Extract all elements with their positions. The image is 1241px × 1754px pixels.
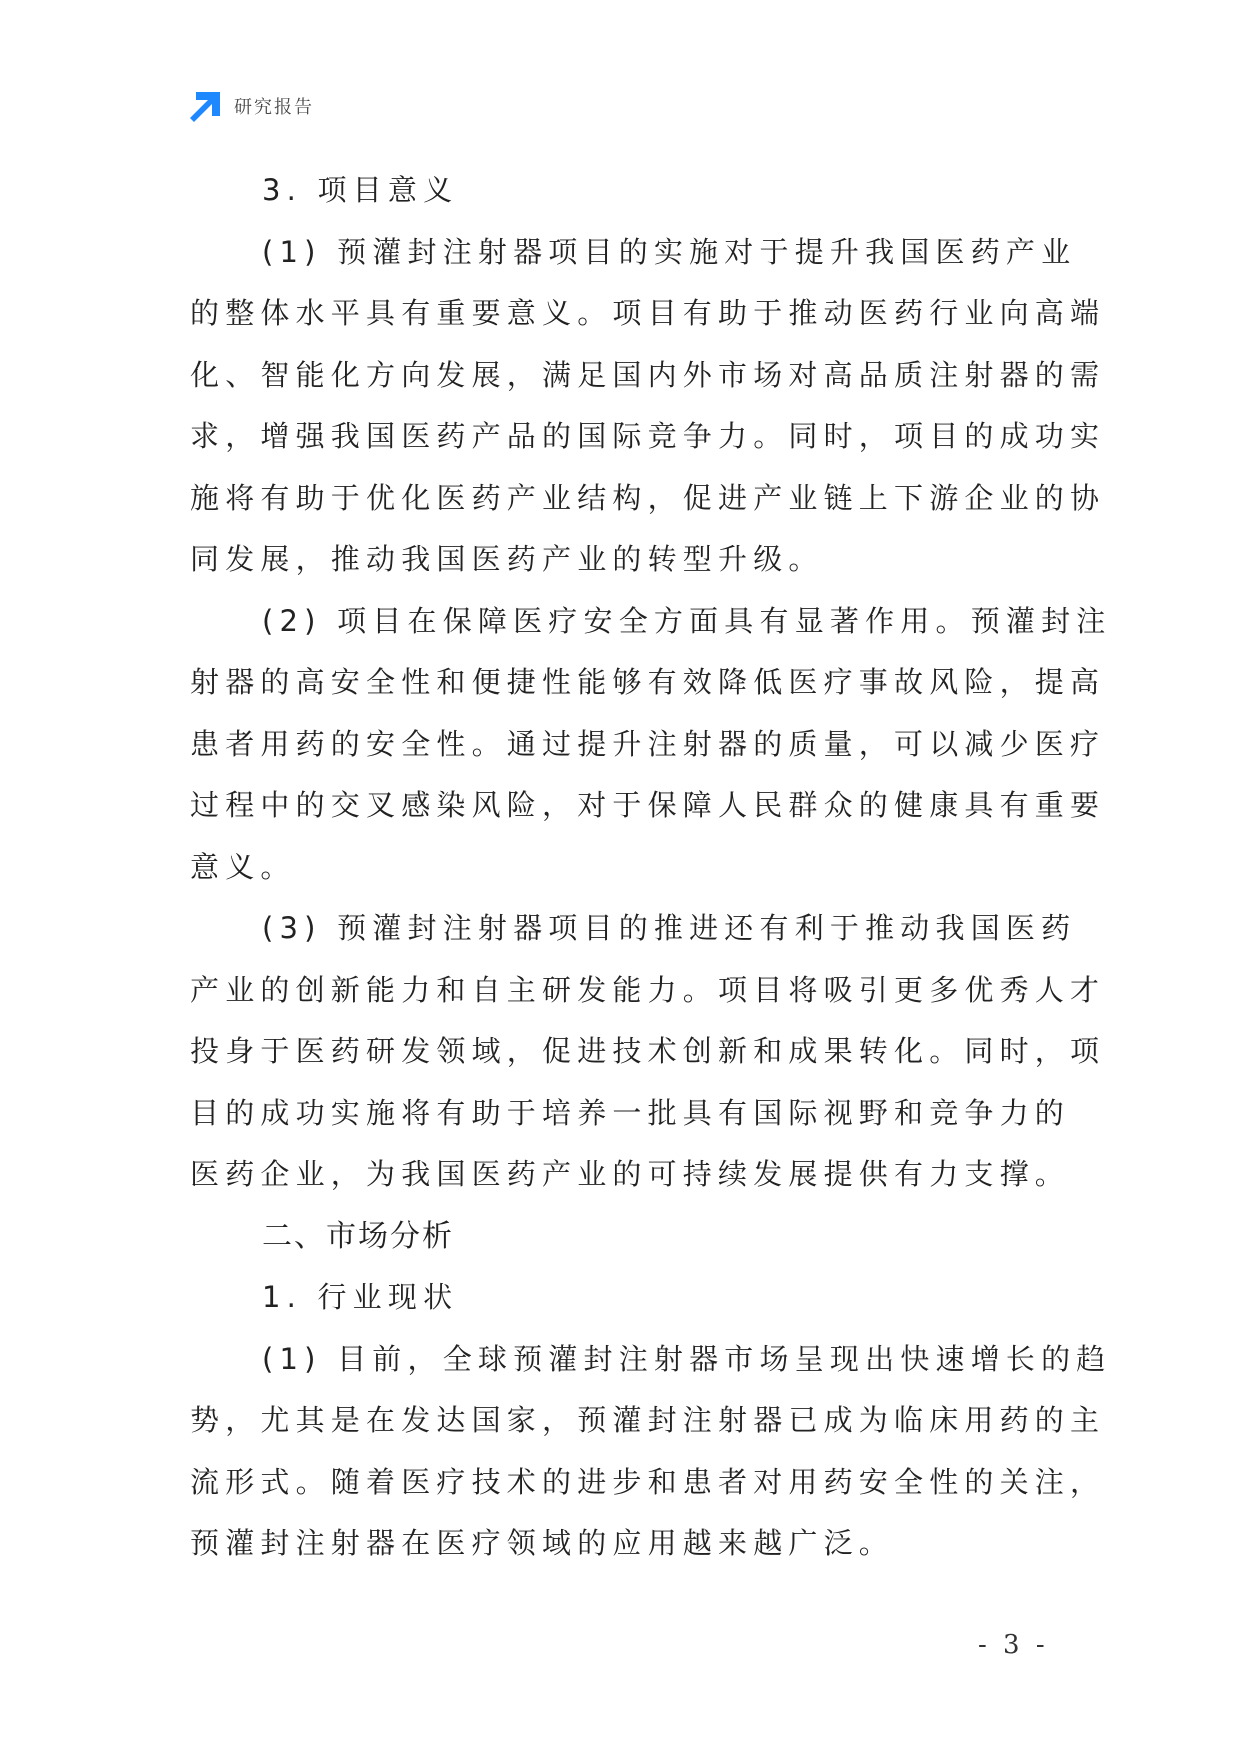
paragraph-line: 预灌封注射器在医疗领域的应用越来越广泛。	[190, 1526, 895, 1560]
paragraph-line: (2) 项目在保障医疗安全方面具有显著作用。预灌封注	[262, 603, 1112, 638]
paragraph-line: 患者用药的安全性。通过提升注射器的质量，可以减少医疗	[190, 726, 1106, 761]
paragraph-line: 施将有助于优化医药产业结构，促进产业链上下游企业的协	[190, 480, 1106, 515]
paragraph-line: 流形式。随着医疗技术的进步和患者对用药安全性的关注，	[190, 1464, 1106, 1499]
document-body	[190, 160, 1112, 1575]
paragraph-line: 产业的创新能力和自主研发能力。项目将吸引更多优秀人才	[190, 972, 1106, 1007]
paragraph-line: (1) 预灌封注射器项目的实施对于提升我国医药产业	[262, 234, 1077, 269]
paragraph-line: 目的成功实施将有助于培养一批具有国际视野和竞争力的	[190, 1095, 1071, 1130]
paragraph-line: (3) 预灌封注射器项目的推进还有利于推动我国医药	[262, 911, 1077, 945]
paragraph-line: 求，增强我国医药产品的国际竞争力。同时，项目的成功实	[190, 419, 1106, 453]
paragraph-line: 投身于医药研发领域，促进技术创新和成果转化。同时，项	[190, 1034, 1106, 1068]
paragraph-line: 的整体水平具有重要意义。项目有助于推动医药行业向高端	[190, 296, 1106, 330]
paragraph-line: 射器的高安全性和便捷性能够有效降低医疗事故风险，提高	[190, 665, 1106, 699]
section-heading: 1. 行业现状	[262, 1280, 459, 1314]
paragraph-line: 过程中的交叉感染风险，对于保障人民群众的健康具有重要	[190, 788, 1106, 822]
report-header	[190, 88, 314, 124]
paragraph-line: 意义。	[190, 849, 296, 884]
paragraph-line: (1) 目前，全球预灌封注射器市场呈现出快速增长的趋	[262, 1341, 1112, 1376]
page-number: - 3 -	[978, 1630, 1049, 1660]
section-heading: 3. 项目意义	[262, 173, 459, 207]
header-title: 研究报告	[234, 97, 314, 118]
chapter-heading: 二、市场分析	[262, 1218, 454, 1254]
arrow-logo-icon	[190, 90, 222, 122]
paragraph-line: 势，尤其是在发达国家，预灌封注射器已成为临床用药的主	[190, 1403, 1106, 1437]
paragraph-line: 化、智能化方向发展，满足国内外市场对高品质注射器的需	[190, 357, 1106, 392]
paragraph-line: 同发展，推动我国医药产业的转型升级。	[190, 542, 824, 576]
paragraph-line: 医药企业，为我国医药产业的可持续发展提供有力支撑。	[190, 1157, 1071, 1191]
